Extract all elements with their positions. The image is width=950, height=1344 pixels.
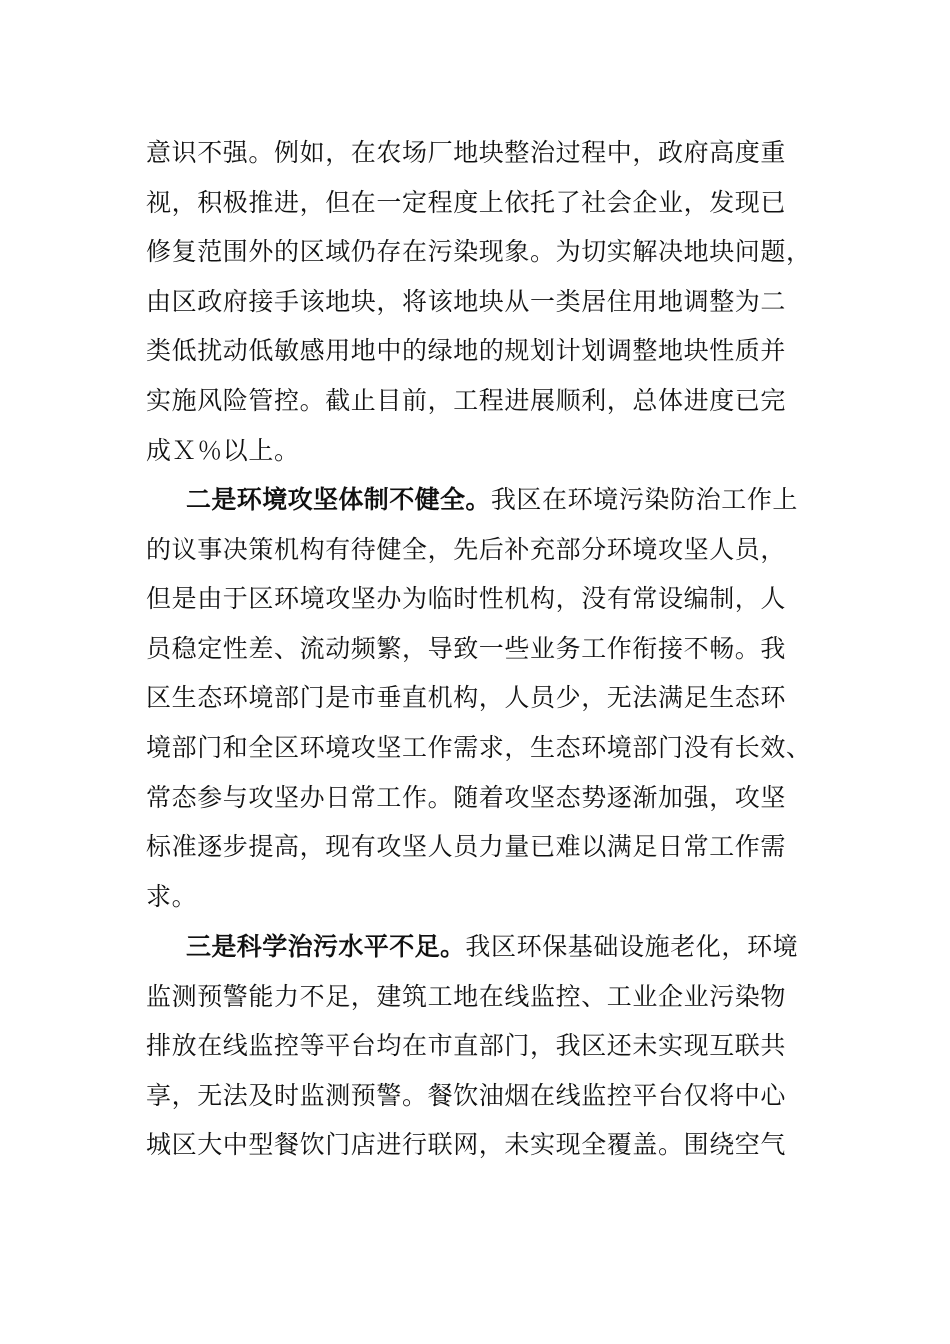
text-line: 享，无法及时监测预警。餐饮油烟在线监控平台仅将中心	[146, 1080, 787, 1110]
text-line: 修复范围外的区域仍存在污染现象。为切实解决地块问题，	[146, 237, 812, 267]
paragraph-first-line-text: 我区环保基础设施老化，环境	[465, 932, 799, 961]
text-line: 实施风险管控。截止目前，工程进展顺利，总体进度已完	[146, 385, 787, 415]
text-line: 视，积极推进，但在一定程度上依托了社会企业，发现已	[146, 187, 787, 217]
text-line: 标准逐步提高，现有攻坚人员力量已难以满足日常工作需	[146, 832, 787, 862]
paragraph-first-line-text: 我区在环境污染防治工作上	[490, 485, 799, 514]
text-line: 求。	[146, 881, 198, 911]
text-line: 类低扰动低敏感用地中的绿地的规划计划调整地块性质并	[146, 336, 787, 366]
paragraph-first-line	[146, 922, 806, 972]
text-line: 成Ｘ％以上。	[146, 435, 300, 465]
text-line: 但是由于区环境攻坚办为临时性机构，没有常设编制，人	[146, 584, 787, 614]
paragraph-heading: 三是科学治污水平不足。	[186, 932, 466, 961]
paragraph-3	[146, 922, 806, 1170]
text-line: 的议事决策机构有待健全，先后补充部分环境攻坚人员，	[146, 534, 787, 564]
text-line: 城区大中型餐饮门店进行联网，未实现全覆盖。围绕空气	[146, 1130, 787, 1160]
text-line: 员稳定性差、流动频繁，导致一些业务工作衔接不畅。我	[146, 633, 787, 663]
text-line: 境部门和全区环境攻坚工作需求，生态环境部门没有长效、	[146, 732, 812, 762]
paragraph-1	[146, 128, 812, 475]
text-line: 由区政府接手该地块，将该地块从一类居住用地调整为二	[146, 286, 787, 316]
paragraph-2	[146, 475, 812, 921]
text-line: 监测预警能力不足，建筑工地在线监控、工业企业污染物	[146, 981, 787, 1011]
text-line: 区生态环境部门是市垂直机构，人员少，无法满足生态环	[146, 683, 787, 713]
text-line: 排放在线监控等平台均在市直部门，我区还未实现互联共	[146, 1031, 787, 1061]
text-line: 常态参与攻坚办日常工作。随着攻坚态势逐渐加强，攻坚	[146, 782, 787, 812]
paragraph-heading: 二是环境攻坚体制不健全。	[186, 485, 491, 514]
paragraph-first-line	[146, 475, 806, 525]
text-line: 意识不强。例如，在农场厂地块整治过程中，政府高度重	[146, 138, 787, 167]
